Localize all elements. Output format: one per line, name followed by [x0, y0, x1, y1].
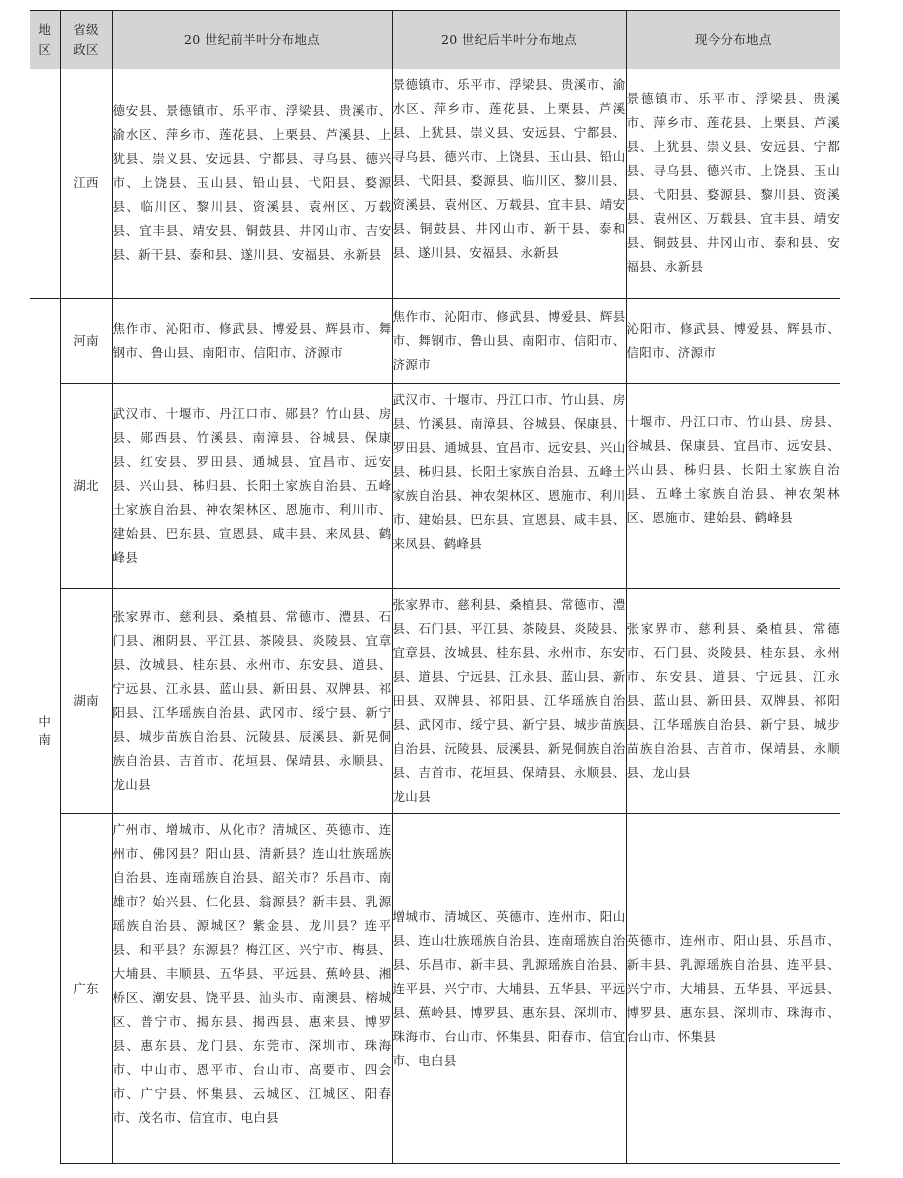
province-cell: 湖北: [60, 384, 112, 589]
table-header-row: [30, 11, 840, 69]
table-row: [30, 589, 840, 814]
table-row: [30, 384, 840, 589]
early-cell: 武汉市、十堰市、丹江口市、郧县？竹山县、房县、郧西县、竹溪县、南漳县、谷城县、保康县、红安县、罗田县、通城县、宜昌市、远安县、兴山县、秭归县、长阳土家族自治县、五峰土家族自治县、神农架林区、恩施市、利川市、建始县、巴东县、宣恩县、咸丰县、来凤县、鹤峰县: [112, 384, 392, 589]
now-cell: 英德市、连州市、阳山县、乐昌市、新丰县、乳源瑶族自治县、连平县、兴宁市、大埔县、五华县、平远县、博罗县、惠东县、深圳市、珠海市、台山市、怀集县: [626, 814, 840, 1164]
late-cell: 增城市、清城区、英德市、连州市、阳山县、连山壮族瑶族自治县、连南瑶族自治县、乐昌市、新丰县、乳源瑶族自治县、连平县、兴宁市、大埔县、五华县、平远县、蕉岭县、博罗县、惠东县、深圳市、珠海市、台山市、怀集县、阳春市、信宜市、电白县: [392, 814, 626, 1164]
late-cell: 焦作市、沁阳市、修武县、博爱县、辉县市、舞钢市、鲁山县、南阳市、信阳市、济源市: [392, 299, 626, 384]
now-cell: 景德镇市、乐平市、浮梁县、贵溪市、萍乡市、莲花县、上栗县、芦溪县、上犹县、崇义县、安远县、宁都县、寻乌县、德兴市、上饶县、玉山县、弋阳县、婺源县、黎川县、资溪县、袁州区、万载县、宜丰县、靖安县、铜鼓县、井冈山市、泰和县、安福县、永新县: [626, 69, 840, 299]
province-cell: 河南: [60, 299, 112, 384]
province-cell: 广东: [60, 814, 112, 1164]
distribution-table: [30, 10, 840, 1164]
table-row: [30, 814, 840, 1164]
header-region: 地区: [30, 11, 60, 69]
region-cell-empty: [30, 69, 60, 299]
early-cell: 德安县、景德镇市、乐平市、浮梁县、贵溪市、渝水区、萍乡市、莲花县、上栗县、芦溪县、上犹县、崇义县、安远县、宁都县、寻乌县、德兴市、上饶县、玉山县、铅山县、弋阳县、婺源县、临川区、黎川县、资溪县、袁州区、万载县、宜丰县、靖安县、铜鼓县、井冈山市、吉安县、新干县、泰和县、遂川县、安福县、永新县: [112, 69, 392, 299]
early-cell: 广州市、增城市、从化市？清城区、英德市、连州市、佛冈县？阳山县、清新县？连山壮族瑶族自治县、连南瑶族自治县、韶关市？乐昌市、南雄市？始兴县、仁化县、翁源县？新丰县、乳源瑶族自治县、源城区？紫金县、龙川县？连平县、和平县？东源县？梅江区、兴宁市、梅县、大埔县、丰顺县、五华县、平远县、蕉岭县、湘桥区、潮安县、饶平县、汕头市、南澳县、榕城区、普宁市、揭东县、揭西县、惠来县、博罗县、惠东县、龙门县、东莞市、深圳市、珠海市、中山市、恩平市、台山市、高要市、四会市、广宁县、怀集县、云城区、江城区、阳春市、茂名市、信宜市、电白县: [112, 814, 392, 1164]
table-row: [30, 299, 840, 384]
header-early: 20 世纪前半叶分布地点: [112, 11, 392, 69]
region-cell-zhongnan: 中南: [30, 299, 60, 1164]
early-cell: 焦作市、沁阳市、修武县、博爱县、辉县市、舞钢市、鲁山县、南阳市、信阳市、济源市: [112, 299, 392, 384]
now-cell: 张家界市、慈利县、桑植县、常德市、石门县、炎陵县、桂东县、永州市、东安县、道县、宁远县、江永县、蓝山县、新田县、双牌县、祁阳县、江华瑶族自治县、新宁县、城步苗族自治县、吉首市、保靖县、永顺县、龙山县: [626, 589, 840, 814]
header-province: 省级政区: [60, 11, 112, 69]
now-cell: 沁阳市、修武县、博爱县、辉县市、信阳市、济源市: [626, 299, 840, 384]
header-late: 20 世纪后半叶分布地点: [392, 11, 626, 69]
province-cell: 江西: [60, 69, 112, 299]
header-now: 现今分布地点: [694, 31, 772, 47]
late-cell: 张家界市、慈利县、桑植县、常德市、澧县、石门县、平江县、茶陵县、炎陵县、宜章县、汝城县、桂东县、永州市、东安县、道县、宁远县、江永县、蓝山县、新田县、双牌县、祁阳县、江华瑶族自治县、武冈市、绥宁县、新宁县、城步苗族自治县、沅陵县、辰溪县、新晃侗族自治县、吉首市、花垣县、保靖县、永顺县、龙山县: [392, 589, 626, 814]
early-cell: 张家界市、慈利县、桑植县、常德市、澧县、石门县、湘阴县、平江县、茶陵县、炎陵县、宜章县、汝城县、桂东县、永州市、东安县、道县、宁远县、江永县、蓝山县、新田县、双牌县、祁阳县、江华瑶族自治县、武冈市、绥宁县、新宁县、城步苗族自治县、沅陵县、辰溪县、新晃侗族自治县、吉首市、花垣县、保靖县、永顺县、龙山县: [112, 589, 392, 814]
late-cell: 武汉市、十堰市、丹江口市、竹山县、房县、竹溪县、南漳县、谷城县、保康县、罗田县、通城县、宜昌市、远安县、兴山县、秭归县、长阳土家族自治县、五峰土家族自治县、神农架林区、恩施市、利川市、建始县、巴东县、宣恩县、咸丰县、来凤县、鹤峰县: [392, 384, 626, 589]
table-row: [30, 69, 840, 299]
now-cell: 十堰市、丹江口市、竹山县、房县、谷城县、保康县、宜昌市、远安县、兴山县、秭归县、长阳土家族自治县、五峰土家族自治县、神农架林区、恩施市、建始县、鹤峰县: [626, 384, 840, 589]
province-cell: 湖南: [60, 589, 112, 814]
late-cell: 景德镇市、乐平市、浮梁县、贵溪市、渝水区、萍乡市、莲花县、上栗县、芦溪县、上犹县、崇义县、安远县、宁都县、寻乌县、德兴市、上饶县、玉山县、铅山县、弋阳县、婺源县、临川区、黎川县、资溪县、袁州区、万载县、宜丰县、靖安县、铜鼓县、井冈山市、新干县、泰和县、遂川县、安福县、永新县: [392, 69, 626, 299]
